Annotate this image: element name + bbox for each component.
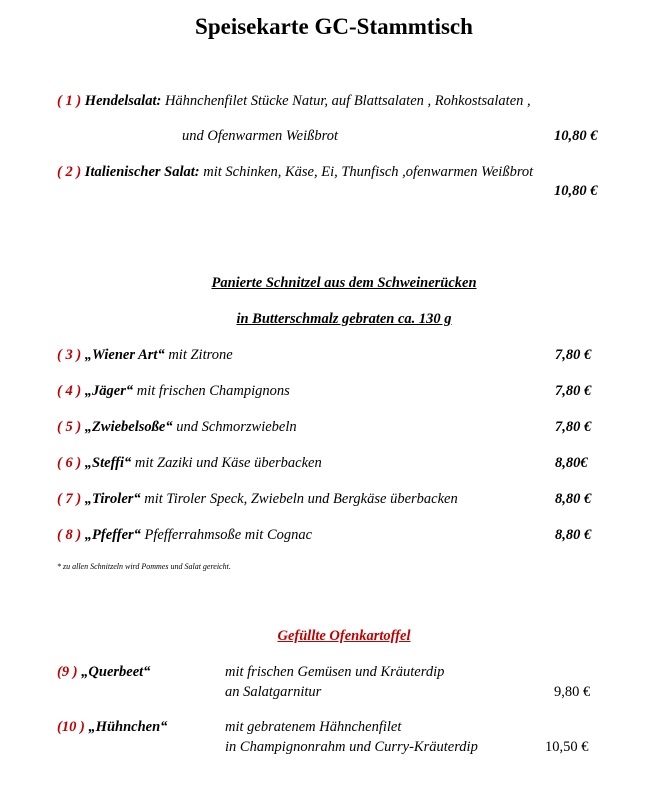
item-price: 7,80 €: [555, 347, 592, 363]
menu-item-3: [57, 347, 233, 364]
item-name: „Querbeet“: [81, 664, 151, 680]
item-number: ( 5 ): [57, 419, 82, 435]
item-description: mit gebratenem Hähnchenfilet: [225, 719, 402, 735]
page-title: Speisekarte GC-Stammtisch: [195, 14, 473, 39]
item-price: 10,80 €: [554, 183, 598, 199]
item-description-continued: in Champignonrahm und Curry-Kräuterdip: [225, 739, 478, 755]
item-number: ( 8 ): [57, 527, 82, 543]
item-number: ( 6 ): [57, 455, 82, 471]
item-number: ( 1 ): [57, 93, 82, 109]
item-name: „Jäger“: [84, 383, 134, 399]
item-name: Hendelsalat:: [84, 93, 162, 109]
menu-item-5: [57, 419, 297, 436]
item-name: „Pfeffer“: [84, 527, 141, 543]
item-description: mit frischen Gemüsen und Kräuterdip: [225, 664, 445, 680]
item-price: 8,80 €: [555, 527, 592, 543]
menu-item-8: [57, 527, 312, 544]
menu-item-2: [57, 164, 533, 181]
item-description: mit frischen Champignons: [133, 383, 290, 399]
item-number: (10 ): [57, 719, 85, 735]
item-number: ( 2 ): [57, 164, 82, 180]
item-name: „Steffi“: [84, 455, 132, 471]
item-price: 8,80 €: [555, 491, 592, 507]
item-description: mit Zaziki und Käse überbacken: [131, 455, 322, 471]
footnote: * zu allen Schnitzeln wird Pommes und Salat gereicht.: [57, 562, 231, 571]
item-price: 10,50 €: [545, 739, 589, 755]
item-price: 9,80 €: [554, 684, 591, 700]
menu-item-4: [57, 383, 290, 400]
item-description: Pfefferrahmsoße mit Cognac: [140, 527, 313, 543]
menu-item-1: [57, 93, 531, 110]
item-number: ( 7 ): [57, 491, 82, 507]
item-description: Hähnchenfilet Stücke Natur, auf Blattsalaten , Rohkostsalaten ,: [161, 93, 531, 109]
item-price: 7,80 €: [555, 383, 592, 399]
item-price: 8,80€: [555, 455, 588, 471]
item-name: „Hühnchen“: [88, 719, 168, 735]
item-name: Italienischer Salat:: [84, 164, 200, 180]
item-description: und Schmorzwiebeln: [172, 419, 297, 435]
item-number: ( 3 ): [57, 347, 82, 363]
item-price: 10,80 €: [554, 128, 598, 144]
menu-item-10: [57, 719, 167, 736]
item-description-continued: an Salatgarnitur: [225, 684, 322, 700]
menu-item-7: [57, 491, 458, 508]
item-description: mit Schinken, Käse, Ei, Thunfisch ,ofenwarmen Weißbrot: [199, 164, 534, 180]
section-heading: Panierte Schnitzel aus dem Schweinerücken: [211, 275, 477, 291]
item-price: 7,80 €: [555, 419, 592, 435]
menu-item-9: [57, 664, 150, 681]
item-description: mit Zitrone: [164, 347, 233, 363]
item-number: ( 4 ): [57, 383, 82, 399]
item-name: „Zwiebelsoße“: [84, 419, 173, 435]
section-subheading: in Butterschmalz gebraten ca. 130 g: [236, 311, 452, 327]
item-description: mit Tiroler Speck, Zwiebeln und Bergkäse überbacken: [140, 491, 458, 507]
item-name: „Tiroler“: [84, 491, 141, 507]
item-name: „Wiener Art“: [84, 347, 165, 363]
menu-item-6: [57, 455, 322, 472]
item-number: (9 ): [57, 664, 78, 680]
section-heading: Gefüllte Ofenkartoffel: [277, 628, 411, 644]
item-description-continued: und Ofenwarmen Weißbrot: [182, 128, 339, 144]
